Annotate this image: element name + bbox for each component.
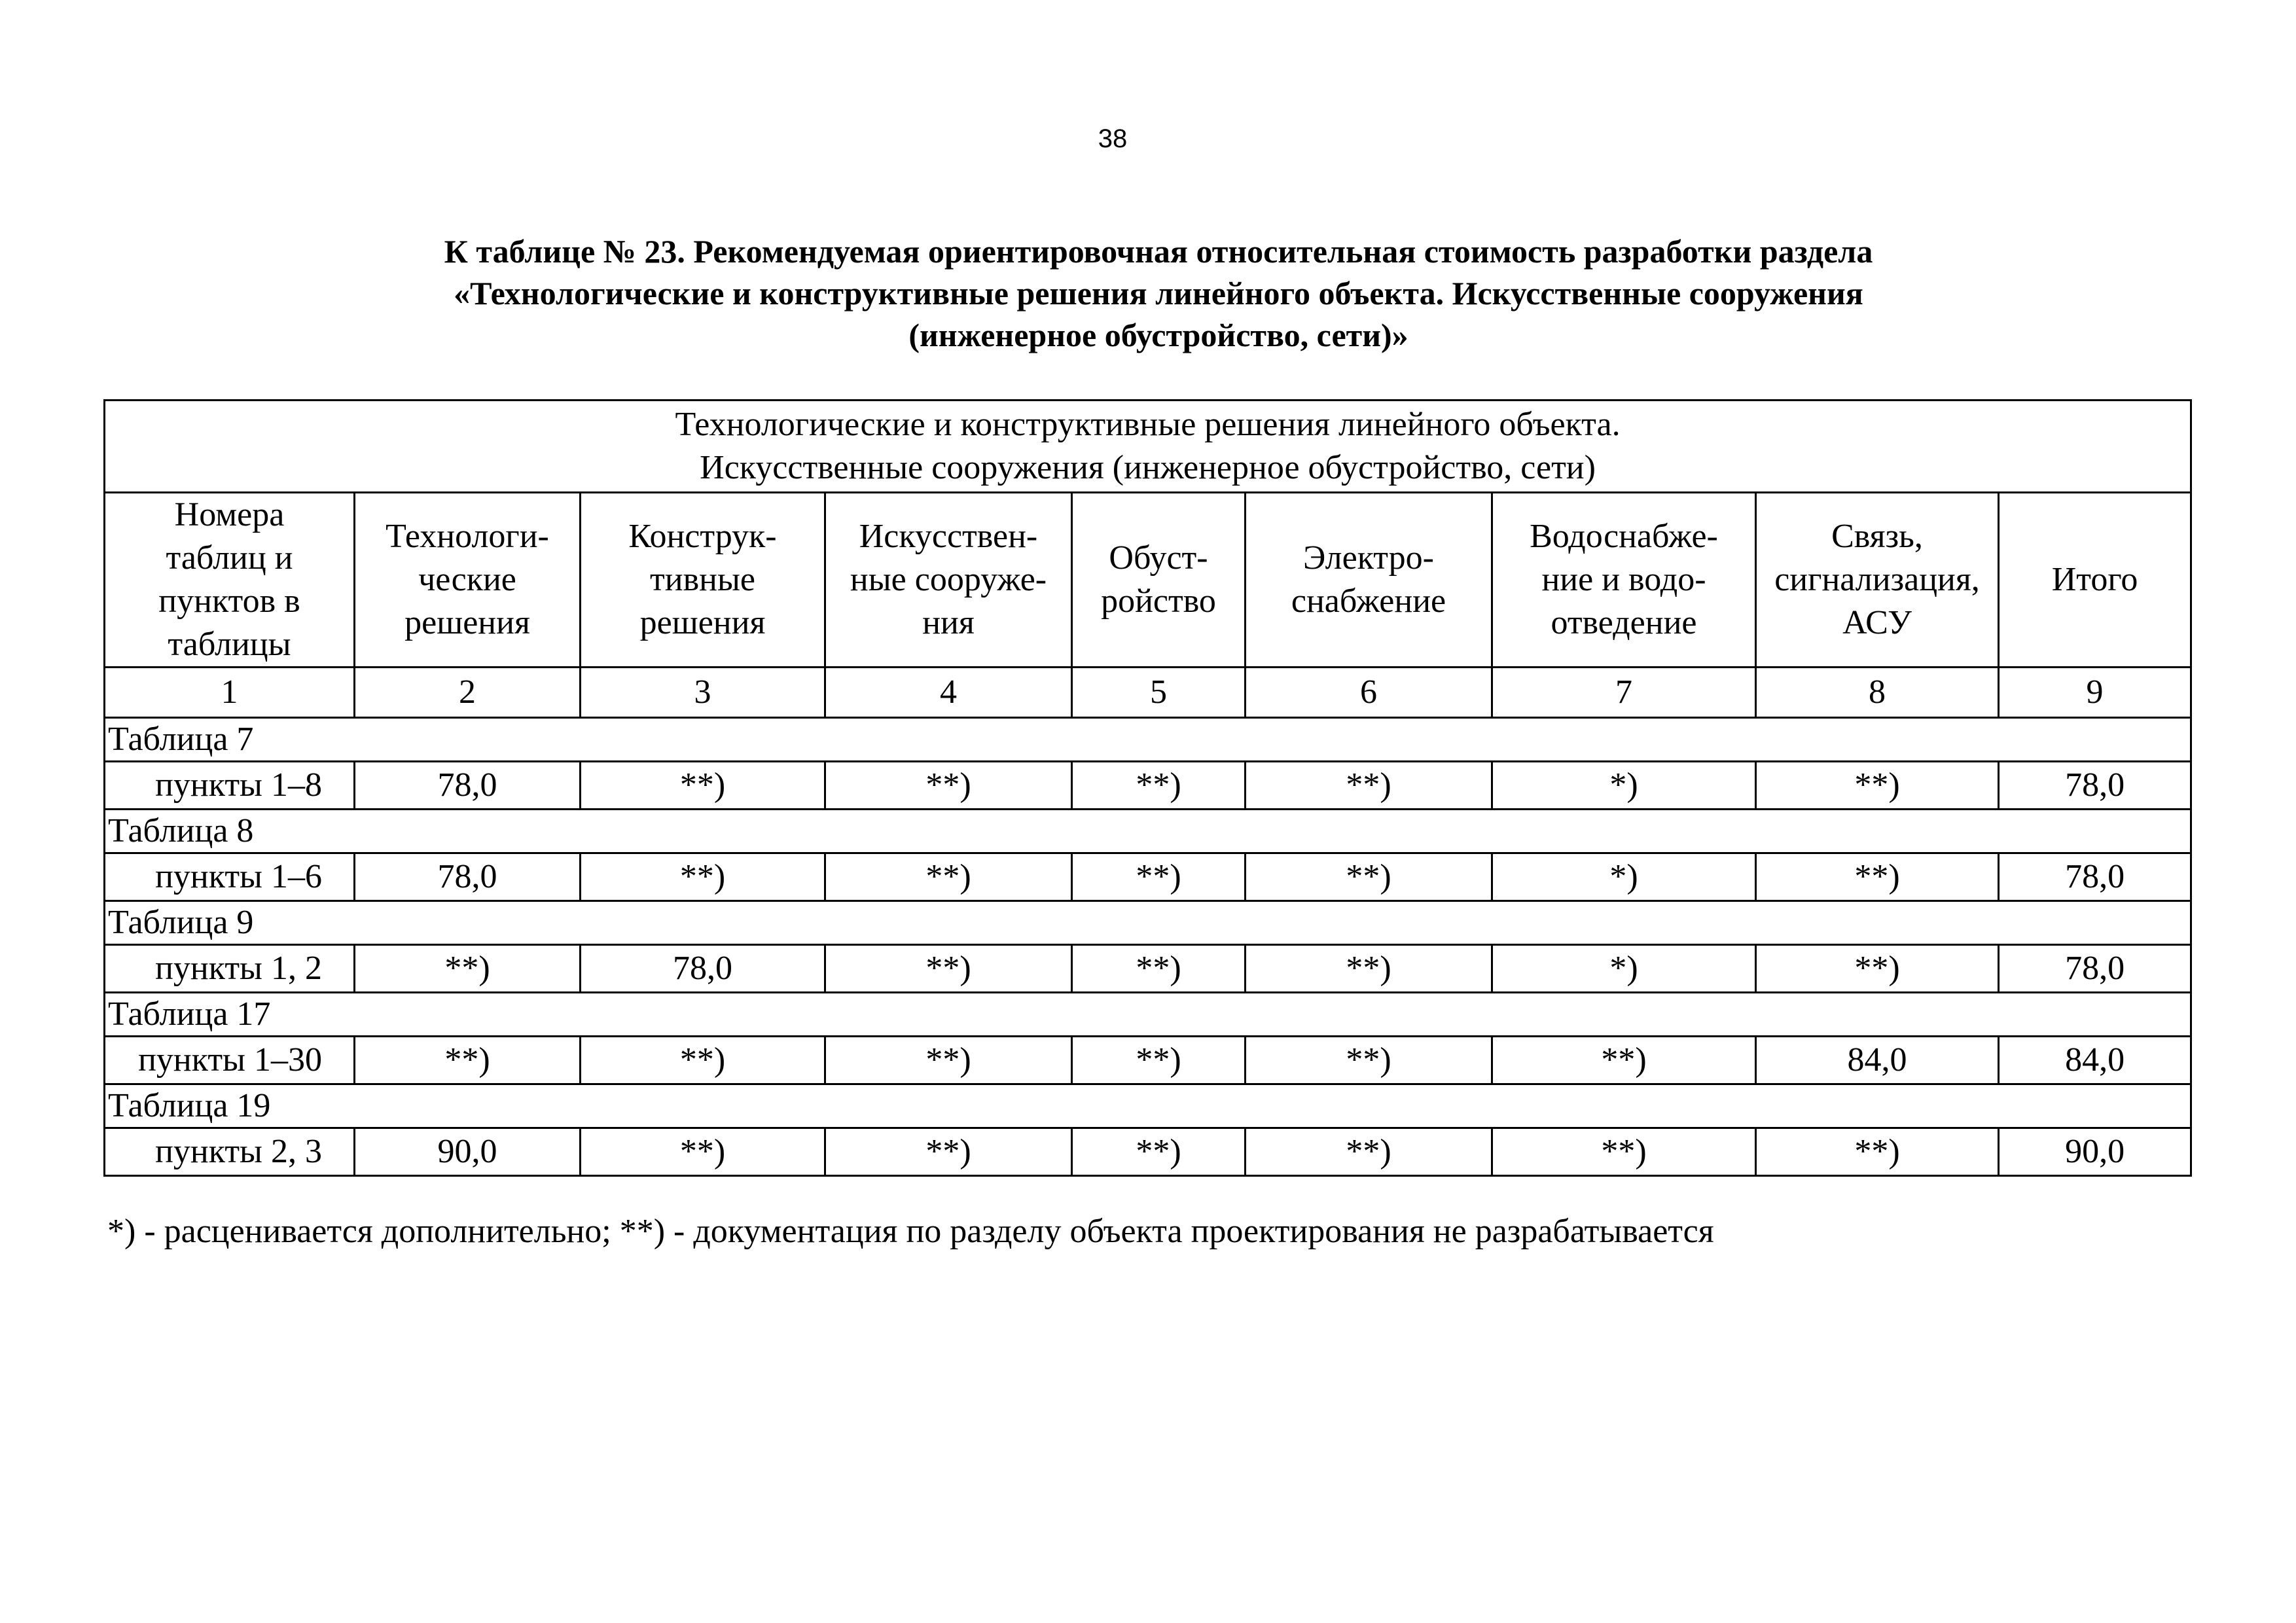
table-row — [105, 1128, 2191, 1176]
column-header-line: снабжение — [1291, 582, 1446, 620]
row-label: пункты 1–30 — [105, 1037, 355, 1084]
column-number-6: 6 — [1246, 668, 1492, 718]
value-cell-col-3: **) — [581, 762, 825, 810]
cost-table — [103, 399, 2192, 1177]
section-title: Таблица 17 — [105, 993, 2191, 1037]
value-cell-col-5: **) — [1072, 853, 1246, 901]
column-header-line: ные сооруже- — [850, 561, 1047, 598]
row-label: пункты 2, 3 — [105, 1128, 355, 1176]
column-header-1 — [105, 493, 355, 668]
value-cell-col-7: *) — [1492, 762, 1756, 810]
value-cell-col-5: **) — [1072, 1037, 1246, 1084]
column-header-line: Электро- — [1303, 539, 1434, 577]
value-cell-col-9: 78,0 — [1999, 945, 2191, 993]
value-cell-col-5: **) — [1072, 1128, 1246, 1176]
value-cell-col-6: **) — [1246, 945, 1492, 993]
column-header-line: решения — [639, 604, 766, 641]
section-row — [105, 810, 2191, 853]
column-header-line: пунктов в — [158, 582, 300, 620]
value-cell-col-6: **) — [1246, 1128, 1492, 1176]
value-cell-col-2: **) — [355, 1037, 581, 1084]
column-header-line: таблицы — [168, 626, 291, 663]
column-header-line: ческие — [418, 561, 516, 598]
value-cell-col-8: 84,0 — [1756, 1037, 1999, 1084]
value-cell-col-3: **) — [581, 1128, 825, 1176]
column-header-line: Связь, — [1831, 518, 1923, 555]
value-cell-col-9: 78,0 — [1999, 762, 2191, 810]
group-header-cell — [105, 401, 2191, 493]
column-header-line: Номера — [174, 496, 285, 533]
table-row — [105, 1037, 2191, 1084]
value-cell-col-6: **) — [1246, 853, 1492, 901]
section-row — [105, 718, 2191, 762]
column-header-7 — [1492, 493, 1756, 668]
table-row — [105, 853, 2191, 901]
value-cell-col-6: **) — [1246, 1037, 1492, 1084]
document-title — [262, 230, 2055, 356]
value-cell-col-7: *) — [1492, 853, 1756, 901]
value-cell-col-4: **) — [825, 762, 1072, 810]
column-header-line: сигнализация, — [1774, 561, 1980, 598]
column-number-7: 7 — [1492, 668, 1756, 718]
value-cell-col-8: **) — [1756, 762, 1999, 810]
section-title: Таблица 19 — [105, 1084, 2191, 1128]
value-cell-col-4: **) — [825, 945, 1072, 993]
section-row — [105, 901, 2191, 945]
title-line-3: (инженерное обустройство, сети)» — [908, 317, 1408, 353]
value-cell-col-8: **) — [1756, 1128, 1999, 1176]
section-title: Таблица 7 — [105, 718, 2191, 762]
row-label: пункты 1, 2 — [105, 945, 355, 993]
table-row — [105, 762, 2191, 810]
column-header-6 — [1246, 493, 1492, 668]
title-line-1: К таблице № 23. Рекомендуемая ориентировочная относительная стоимость разработки раздела — [444, 233, 1873, 270]
column-header-line: решения — [404, 604, 530, 641]
value-cell-col-5: **) — [1072, 945, 1246, 993]
group-header-row — [105, 401, 2191, 493]
column-header-line: Обуст- — [1109, 539, 1208, 577]
column-header-line: ние и водо- — [1541, 561, 1706, 598]
column-number-8: 8 — [1756, 668, 1999, 718]
value-cell-col-7: *) — [1492, 945, 1756, 993]
value-cell-col-2: **) — [355, 945, 581, 993]
section-row — [105, 1084, 2191, 1128]
group-header-line-2: Искусственные сооружения (инженерное обустройство, сети) — [700, 449, 1596, 486]
value-cell-col-9: 84,0 — [1999, 1037, 2191, 1084]
column-header-line: ния — [922, 604, 975, 641]
column-header-line: Искусствен- — [859, 518, 1038, 555]
value-cell-col-7: **) — [1492, 1037, 1756, 1084]
section-row — [105, 993, 2191, 1037]
column-header-line: Водоснабже- — [1530, 518, 1718, 555]
value-cell-col-2: 78,0 — [355, 762, 581, 810]
column-header-5 — [1072, 493, 1246, 668]
value-cell-col-2: 90,0 — [355, 1128, 581, 1176]
section-title: Таблица 8 — [105, 810, 2191, 853]
column-header-8 — [1756, 493, 1999, 668]
value-cell-col-4: **) — [825, 853, 1072, 901]
value-cell-col-8: **) — [1756, 945, 1999, 993]
section-title: Таблица 9 — [105, 901, 2191, 945]
value-cell-col-4: **) — [825, 1037, 1072, 1084]
column-header-9 — [1999, 493, 2191, 668]
value-cell-col-5: **) — [1072, 762, 1246, 810]
column-header-row — [105, 493, 2191, 668]
column-header-line: АСУ — [1842, 604, 1912, 641]
title-line-2: «Технологические и конструктивные решения линейного объекта. Искусственные сооружения — [454, 275, 1863, 312]
value-cell-col-3: **) — [581, 1037, 825, 1084]
column-header-line: Технологи- — [386, 518, 549, 555]
value-cell-col-9: 90,0 — [1999, 1128, 2191, 1176]
page-number: 38 — [1098, 124, 1128, 153]
value-cell-col-6: **) — [1246, 762, 1492, 810]
column-header-line: отведение — [1551, 604, 1697, 641]
column-number-9: 9 — [1999, 668, 2191, 718]
column-header-4 — [825, 493, 1072, 668]
value-cell-col-3: 78,0 — [581, 945, 825, 993]
column-number-3: 3 — [581, 668, 825, 718]
column-header-line: таблиц и — [166, 539, 293, 577]
row-label: пункты 1–8 — [105, 762, 355, 810]
column-number-4: 4 — [825, 668, 1072, 718]
value-cell-col-3: **) — [581, 853, 825, 901]
group-header-line-1: Технологические и конструктивные решения линейного объекта. — [675, 406, 1621, 443]
value-cell-col-8: **) — [1756, 853, 1999, 901]
column-number-1: 1 — [105, 668, 355, 718]
column-header-line: тивные — [650, 561, 755, 598]
column-header-line: Конструк- — [628, 518, 777, 555]
column-number-row — [105, 668, 2191, 718]
row-label: пункты 1–6 — [105, 853, 355, 901]
column-number-5: 5 — [1072, 668, 1246, 718]
value-cell-col-7: **) — [1492, 1128, 1756, 1176]
table-row — [105, 945, 2191, 993]
footnote: *) - расценивается дополнительно; **) - документация по разделу объекта проектирования не разрабатывается — [107, 1213, 1714, 1250]
column-number-2: 2 — [355, 668, 581, 718]
value-cell-col-9: 78,0 — [1999, 853, 2191, 901]
column-header-3 — [581, 493, 825, 668]
column-header-line: ройство — [1101, 582, 1216, 620]
value-cell-col-2: 78,0 — [355, 853, 581, 901]
column-header-2 — [355, 493, 581, 668]
column-header-line: Итого — [2051, 561, 2138, 598]
value-cell-col-4: **) — [825, 1128, 1072, 1176]
